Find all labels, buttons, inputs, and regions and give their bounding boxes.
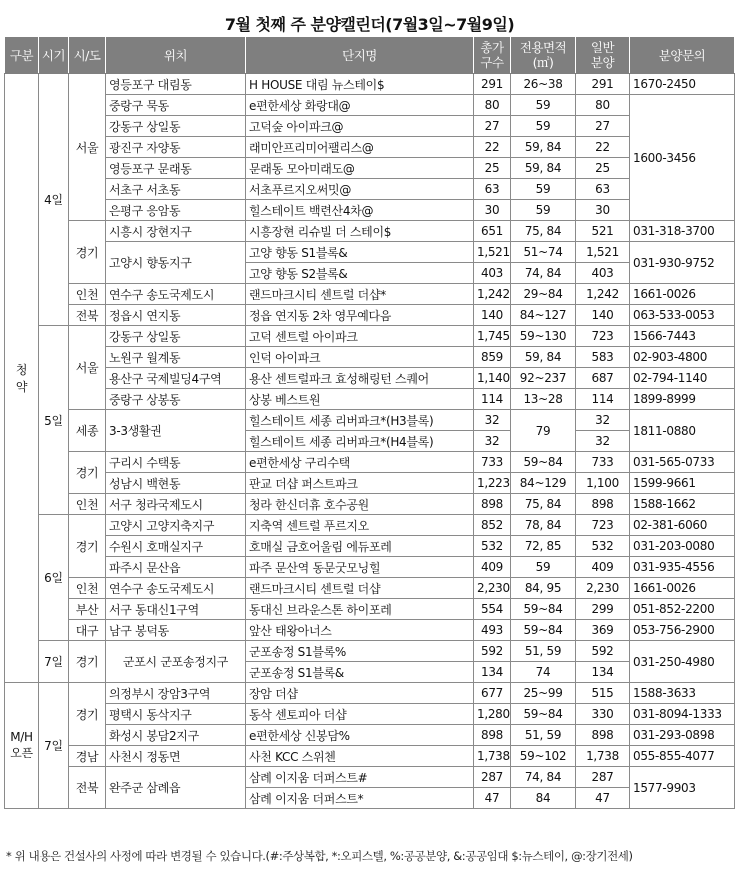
location-cell: 완주군 삼례읍 [106, 767, 246, 809]
area-cell: 92~237 [511, 368, 576, 389]
complex-cell: 파주 문산역 동문굿모닝힐 [246, 557, 474, 578]
general-sale-cell: 723 [576, 515, 630, 536]
total-units-cell: 554 [474, 599, 511, 620]
location-cell: 고양시 고양지축지구 [106, 515, 246, 536]
table-row [5, 536, 735, 557]
inquiry-cell: 1670-2450 [630, 74, 735, 95]
region-cell: 인천 [69, 284, 106, 305]
complex-cell: 힐스테이트 백련산4차@ [246, 200, 474, 221]
area-cell: 78, 84 [511, 515, 576, 536]
complex-cell: 판교 더샵 퍼스트파크 [246, 473, 474, 494]
location-cell: 성남시 백현동 [106, 473, 246, 494]
general-sale-cell: 330 [576, 704, 630, 725]
location-cell: 광진구 자양동 [106, 137, 246, 158]
area-cell: 59~84 [511, 452, 576, 473]
inquiry-cell: 1600-3456 [630, 95, 735, 221]
total-units-cell: 898 [474, 725, 511, 746]
total-units-cell: 2,230 [474, 578, 511, 599]
complex-cell: 문래동 모아미래도@ [246, 158, 474, 179]
total-units-cell: 140 [474, 305, 511, 326]
inquiry-cell: 051-852-2200 [630, 599, 735, 620]
region-cell: 경기 [69, 452, 106, 494]
general-sale-cell: 583 [576, 347, 630, 368]
table-row [5, 158, 735, 179]
general-sale-cell: 30 [576, 200, 630, 221]
complex-cell: 지축역 센트럴 푸르지오 [246, 515, 474, 536]
total-units-cell: 27 [474, 116, 511, 137]
general-sale-cell: 291 [576, 74, 630, 95]
inquiry-cell: 1811-0880 [630, 410, 735, 452]
area-cell: 51, 59 [511, 725, 576, 746]
complex-cell: 인덕 아이파크 [246, 347, 474, 368]
total-units-cell: 287 [474, 767, 511, 788]
area-cell: 59 [511, 116, 576, 137]
inquiry-cell: 02-903-4800 [630, 347, 735, 368]
table-row [5, 368, 735, 389]
general-sale-cell: 733 [576, 452, 630, 473]
location-cell: 강동구 상일동 [106, 326, 246, 347]
inquiry-cell: 1661-0026 [630, 578, 735, 599]
inquiry-cell: 053-756-2900 [630, 620, 735, 641]
table-row [5, 599, 735, 620]
general-sale-cell: 47 [576, 788, 630, 809]
region-cell: 서울 [69, 326, 106, 410]
area-cell: 59, 84 [511, 137, 576, 158]
complex-cell: 랜드마크시티 센트럴 더샵 [246, 578, 474, 599]
table-row [5, 641, 735, 662]
area-cell: 59, 84 [511, 158, 576, 179]
category-cell: 청 약 [5, 74, 39, 683]
table-row [5, 620, 735, 641]
location-cell: 수원시 호매실지구 [106, 536, 246, 557]
complex-cell: 호매실 금호어울림 에듀포레 [246, 536, 474, 557]
location-cell: 용산구 국제빌딩4구역 [106, 368, 246, 389]
region-cell: 경기 [69, 641, 106, 683]
general-sale-cell: 409 [576, 557, 630, 578]
location-cell: 연수구 송도국제도시 [106, 284, 246, 305]
table-row [5, 95, 735, 116]
page-title: 7월 첫째 주 분양캘린더(7월3일~7월9일) [224, 15, 515, 34]
inquiry-cell: 1599-9661 [630, 473, 735, 494]
total-units-cell: 1,738 [474, 746, 511, 767]
general-sale-cell: 369 [576, 620, 630, 641]
location-cell: 연수구 송도국제도시 [106, 578, 246, 599]
total-units-cell: 32 [474, 410, 511, 431]
total-units-cell: 22 [474, 137, 511, 158]
location-cell: 은평구 응암동 [106, 200, 246, 221]
table-row [5, 137, 735, 158]
complex-cell: 동대신 브라운스톤 하이포레 [246, 599, 474, 620]
col-header-general-sale: 일반 분양 [576, 37, 630, 74]
col-header-inquiry: 분양문의 [630, 37, 735, 74]
sales-calendar-table [4, 36, 735, 809]
area-cell: 59, 84 [511, 347, 576, 368]
date-cell: 7일 [39, 683, 69, 809]
region-cell: 인천 [69, 578, 106, 599]
complex-cell: e편한세상 신봉담% [246, 725, 474, 746]
col-header-area: 전용면적 (㎡) [511, 37, 576, 74]
total-units-cell: 25 [474, 158, 511, 179]
area-cell: 84~127 [511, 305, 576, 326]
inquiry-cell: 063-533-0053 [630, 305, 735, 326]
table-row [5, 557, 735, 578]
total-units-cell: 1,280 [474, 704, 511, 725]
complex-cell: 고양 향동 S1블록& [246, 242, 474, 263]
total-units-cell: 30 [474, 200, 511, 221]
area-cell: 59 [511, 179, 576, 200]
total-units-cell: 134 [474, 662, 511, 683]
date-cell: 4일 [39, 74, 69, 326]
total-units-cell: 651 [474, 221, 511, 242]
area-cell: 84, 95 [511, 578, 576, 599]
category-cell: M/H 오픈 [5, 683, 39, 809]
area-cell: 51~74 [511, 242, 576, 263]
general-sale-cell: 32 [576, 431, 630, 452]
inquiry-cell: 1588-3633 [630, 683, 735, 704]
general-sale-cell: 515 [576, 683, 630, 704]
table-row [5, 725, 735, 746]
area-cell: 26~38 [511, 74, 576, 95]
total-units-cell: 32 [474, 431, 511, 452]
inquiry-cell: 031-250-4980 [630, 641, 735, 683]
total-units-cell: 532 [474, 536, 511, 557]
total-units-cell: 63 [474, 179, 511, 200]
complex-cell: 시흥장현 리슈빌 더 스테이$ [246, 221, 474, 242]
footnote: * 위 내용은 건설사의 사정에 따라 변경될 수 있습니다.(#:주상복합, *:오피스텔, %:공공분양, &:공공임대 $:뉴스테이, @:장기전세) [6, 849, 633, 863]
area-cell: 74, 84 [511, 767, 576, 788]
table-row [5, 767, 735, 788]
region-cell: 세종 [69, 410, 106, 452]
general-sale-cell: 521 [576, 221, 630, 242]
region-cell: 부산 [69, 599, 106, 620]
total-units-cell: 1,521 [474, 242, 511, 263]
complex-cell: 래미안프리미어팰리스@ [246, 137, 474, 158]
col-header-date: 시기 [39, 37, 69, 74]
area-cell: 13~28 [511, 389, 576, 410]
total-units-cell: 592 [474, 641, 511, 662]
location-cell: 정읍시 연지동 [106, 305, 246, 326]
complex-cell: 랜드마크시티 센트럴 더샵* [246, 284, 474, 305]
area-cell: 84 [511, 788, 576, 809]
col-header-location: 위치 [106, 37, 246, 74]
total-units-cell: 852 [474, 515, 511, 536]
total-units-cell: 733 [474, 452, 511, 473]
location-cell: 시흥시 장현지구 [106, 221, 246, 242]
total-units-cell: 114 [474, 389, 511, 410]
total-units-cell: 47 [474, 788, 511, 809]
general-sale-cell: 898 [576, 725, 630, 746]
area-cell: 59 [511, 95, 576, 116]
inquiry-cell: 031-8094-1333 [630, 704, 735, 725]
table-row [5, 347, 735, 368]
area-cell: 59~102 [511, 746, 576, 767]
general-sale-cell: 532 [576, 536, 630, 557]
total-units-cell: 677 [474, 683, 511, 704]
region-cell: 경기 [69, 683, 106, 746]
location-cell: 남구 봉덕동 [106, 620, 246, 641]
area-cell: 59 [511, 200, 576, 221]
general-sale-cell: 1,242 [576, 284, 630, 305]
complex-cell: e편한세상 화랑대@ [246, 95, 474, 116]
general-sale-cell: 687 [576, 368, 630, 389]
date-cell: 5일 [39, 326, 69, 515]
area-cell: 29~84 [511, 284, 576, 305]
total-units-cell: 80 [474, 95, 511, 116]
general-sale-cell: 403 [576, 263, 630, 284]
complex-cell: 고양 향동 S2블록& [246, 263, 474, 284]
area-cell: 74, 84 [511, 263, 576, 284]
table-row [5, 494, 735, 515]
region-cell: 서울 [69, 74, 106, 221]
location-cell: 화성시 봉담2지구 [106, 725, 246, 746]
table-row [5, 410, 735, 431]
col-header-category: 구분 [5, 37, 39, 74]
total-units-cell: 403 [474, 263, 511, 284]
col-header-total-units: 총가 구수 [474, 37, 511, 74]
complex-cell: 장암 더샵 [246, 683, 474, 704]
table-row [5, 389, 735, 410]
area-cell: 75, 84 [511, 494, 576, 515]
complex-cell: 정읍 연지동 2차 영무예다음 [246, 305, 474, 326]
region-cell: 경남 [69, 746, 106, 767]
area-cell: 79 [511, 410, 576, 452]
total-units-cell: 1,223 [474, 473, 511, 494]
general-sale-cell: 114 [576, 389, 630, 410]
table-row [5, 74, 735, 95]
area-cell: 72, 85 [511, 536, 576, 557]
total-units-cell: 1,140 [474, 368, 511, 389]
location-cell: 영등포구 문래동 [106, 158, 246, 179]
table-row [5, 200, 735, 221]
complex-cell: 서초푸르지오써밋@ [246, 179, 474, 200]
table-row [5, 515, 735, 536]
region-cell: 경기 [69, 221, 106, 284]
complex-cell: 사천 KCC 스위첸 [246, 746, 474, 767]
location-cell: 노원구 월계동 [106, 347, 246, 368]
inquiry-cell: 031-293-0898 [630, 725, 735, 746]
inquiry-cell: 1577-9903 [630, 767, 735, 809]
location-cell: 영등포구 대림동 [106, 74, 246, 95]
location-cell: 구리시 수택동 [106, 452, 246, 473]
col-header-complex: 단지명 [246, 37, 474, 74]
table-row [5, 305, 735, 326]
table-row [5, 326, 735, 347]
location-cell: 중랑구 상봉동 [106, 389, 246, 410]
complex-cell: 동삭 센토피아 더샵 [246, 704, 474, 725]
region-cell: 인천 [69, 494, 106, 515]
table-row [5, 704, 735, 725]
general-sale-cell: 898 [576, 494, 630, 515]
complex-cell: 삼례 이지움 더퍼스트# [246, 767, 474, 788]
table-row [5, 452, 735, 473]
table-row [5, 221, 735, 242]
general-sale-cell: 1,100 [576, 473, 630, 494]
inquiry-cell: 1661-0026 [630, 284, 735, 305]
inquiry-cell: 02-381-6060 [630, 515, 735, 536]
region-cell: 대구 [69, 620, 106, 641]
location-cell: 강동구 상일동 [106, 116, 246, 137]
general-sale-cell: 1,521 [576, 242, 630, 263]
general-sale-cell: 27 [576, 116, 630, 137]
area-cell: 59~84 [511, 704, 576, 725]
location-cell: 서초구 서초동 [106, 179, 246, 200]
table-row [5, 179, 735, 200]
complex-cell: 군포송정 S1블록% [246, 641, 474, 662]
date-cell: 7일 [39, 641, 69, 683]
table-row [5, 473, 735, 494]
area-cell: 59~84 [511, 620, 576, 641]
total-units-cell: 409 [474, 557, 511, 578]
location-cell: 평택시 동삭지구 [106, 704, 246, 725]
table-row [5, 242, 735, 263]
complex-cell: 앞산 태왕아너스 [246, 620, 474, 641]
area-cell: 75, 84 [511, 221, 576, 242]
inquiry-cell: 055-855-4077 [630, 746, 735, 767]
inquiry-cell: 1588-1662 [630, 494, 735, 515]
total-units-cell: 1,242 [474, 284, 511, 305]
total-units-cell: 1,745 [474, 326, 511, 347]
complex-cell: H HOUSE 대림 뉴스테이$ [246, 74, 474, 95]
location-cell: 고양시 향동지구 [106, 242, 246, 284]
total-units-cell: 898 [474, 494, 511, 515]
inquiry-cell: 031-565-0733 [630, 452, 735, 473]
complex-cell: 삼례 이지움 더퍼스트* [246, 788, 474, 809]
location-cell: 서구 동대신1구역 [106, 599, 246, 620]
general-sale-cell: 723 [576, 326, 630, 347]
complex-cell: 고덕 센트럴 아이파크 [246, 326, 474, 347]
area-cell: 59~130 [511, 326, 576, 347]
general-sale-cell: 63 [576, 179, 630, 200]
region-cell: 전북 [69, 767, 106, 809]
area-cell: 84~129 [511, 473, 576, 494]
area-cell: 74 [511, 662, 576, 683]
general-sale-cell: 2,230 [576, 578, 630, 599]
location-cell: 파주시 문산읍 [106, 557, 246, 578]
complex-cell: 상봉 베스트원 [246, 389, 474, 410]
inquiry-cell: 031-318-3700 [630, 221, 735, 242]
inquiry-cell: 031-203-0080 [630, 536, 735, 557]
general-sale-cell: 25 [576, 158, 630, 179]
location-cell: 중랑구 묵동 [106, 95, 246, 116]
table-row [5, 746, 735, 767]
table-row [5, 284, 735, 305]
general-sale-cell: 287 [576, 767, 630, 788]
date-cell: 6일 [39, 515, 69, 641]
total-units-cell: 859 [474, 347, 511, 368]
region-cell: 경기 [69, 515, 106, 578]
table-row [5, 578, 735, 599]
area-cell: 51, 59 [511, 641, 576, 662]
location-cell: 서구 청라국제도시 [106, 494, 246, 515]
area-cell: 59~84 [511, 599, 576, 620]
area-cell: 59 [511, 557, 576, 578]
general-sale-cell: 140 [576, 305, 630, 326]
location-cell: 3-3생활권 [106, 410, 246, 452]
location-cell: 군포시 군포송정지구 [106, 641, 246, 683]
inquiry-cell: 031-935-4556 [630, 557, 735, 578]
complex-cell: 용산 센트럴파크 효성해링턴 스퀘어 [246, 368, 474, 389]
general-sale-cell: 592 [576, 641, 630, 662]
complex-cell: 고덕숲 아이파크@ [246, 116, 474, 137]
general-sale-cell: 299 [576, 599, 630, 620]
general-sale-cell: 22 [576, 137, 630, 158]
region-cell: 전북 [69, 305, 106, 326]
area-cell: 25~99 [511, 683, 576, 704]
general-sale-cell: 32 [576, 410, 630, 431]
col-header-region: 시/도 [69, 37, 106, 74]
inquiry-cell: 1566-7443 [630, 326, 735, 347]
location-cell: 의정부시 장암3구역 [106, 683, 246, 704]
general-sale-cell: 80 [576, 95, 630, 116]
total-units-cell: 291 [474, 74, 511, 95]
inquiry-cell: 031-930-9752 [630, 242, 735, 284]
complex-cell: 청라 한신더휴 호수공원 [246, 494, 474, 515]
location-cell: 사천시 정동면 [106, 746, 246, 767]
complex-cell: e편한세상 구리수택 [246, 452, 474, 473]
table-header-row [5, 37, 735, 74]
complex-cell: 힐스테이트 세종 리버파크*(H4블록) [246, 431, 474, 452]
general-sale-cell: 1,738 [576, 746, 630, 767]
inquiry-cell: 1899-8999 [630, 389, 735, 410]
inquiry-cell: 02-794-1140 [630, 368, 735, 389]
complex-cell: 군포송정 S1블록& [246, 662, 474, 683]
table-row [5, 683, 735, 704]
table-row [5, 116, 735, 137]
total-units-cell: 493 [474, 620, 511, 641]
general-sale-cell: 134 [576, 662, 630, 683]
complex-cell: 힐스테이트 세종 리버파크*(H3블록) [246, 410, 474, 431]
